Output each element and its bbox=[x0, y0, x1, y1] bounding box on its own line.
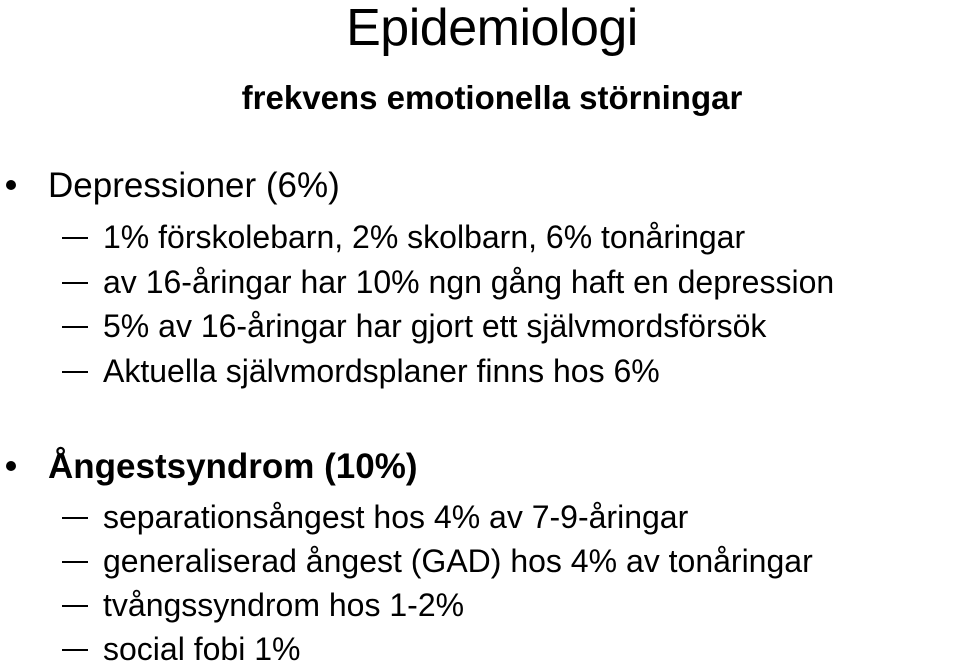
bullet-heading: Ångestsyndrom (10%) bbox=[48, 447, 418, 486]
sub-item-text: Aktuella självmordsplaner finns hos 6% bbox=[103, 353, 660, 389]
bullet-heading: Depressioner (6%) bbox=[48, 166, 340, 205]
dash-icon bbox=[62, 605, 88, 607]
bullet-dot-icon bbox=[6, 180, 16, 190]
sub-item-text: 5% av 16-åringar har gjort ett självmordsförsök bbox=[103, 308, 767, 344]
slide-title: Epidemiologi bbox=[346, 0, 638, 57]
dash-icon bbox=[62, 326, 88, 328]
dash-icon bbox=[62, 282, 88, 284]
dash-icon bbox=[62, 371, 88, 373]
dash-icon bbox=[62, 517, 88, 519]
dash-icon bbox=[62, 561, 88, 563]
sub-item-text: tvångssyndrom hos 1-2% bbox=[103, 587, 465, 623]
dash-icon bbox=[62, 649, 88, 651]
sub-item-text: generaliserad ångest (GAD) hos 4% av tonåringar bbox=[103, 543, 813, 579]
dash-icon bbox=[62, 237, 88, 239]
sub-item-text: separationsångest hos 4% av 7-9-åringar bbox=[103, 499, 689, 535]
sub-item-text: social fobi 1% bbox=[103, 631, 301, 667]
sub-item-text: av 16-åringar har 10% ngn gång haft en depression bbox=[103, 264, 835, 300]
sub-item-text: 1% förskolebarn, 2% skolbarn, 6% tonåringar bbox=[103, 219, 746, 255]
slide-subtitle: frekvens emotionella störningar bbox=[241, 79, 743, 116]
bullet-dot-icon bbox=[6, 461, 16, 471]
